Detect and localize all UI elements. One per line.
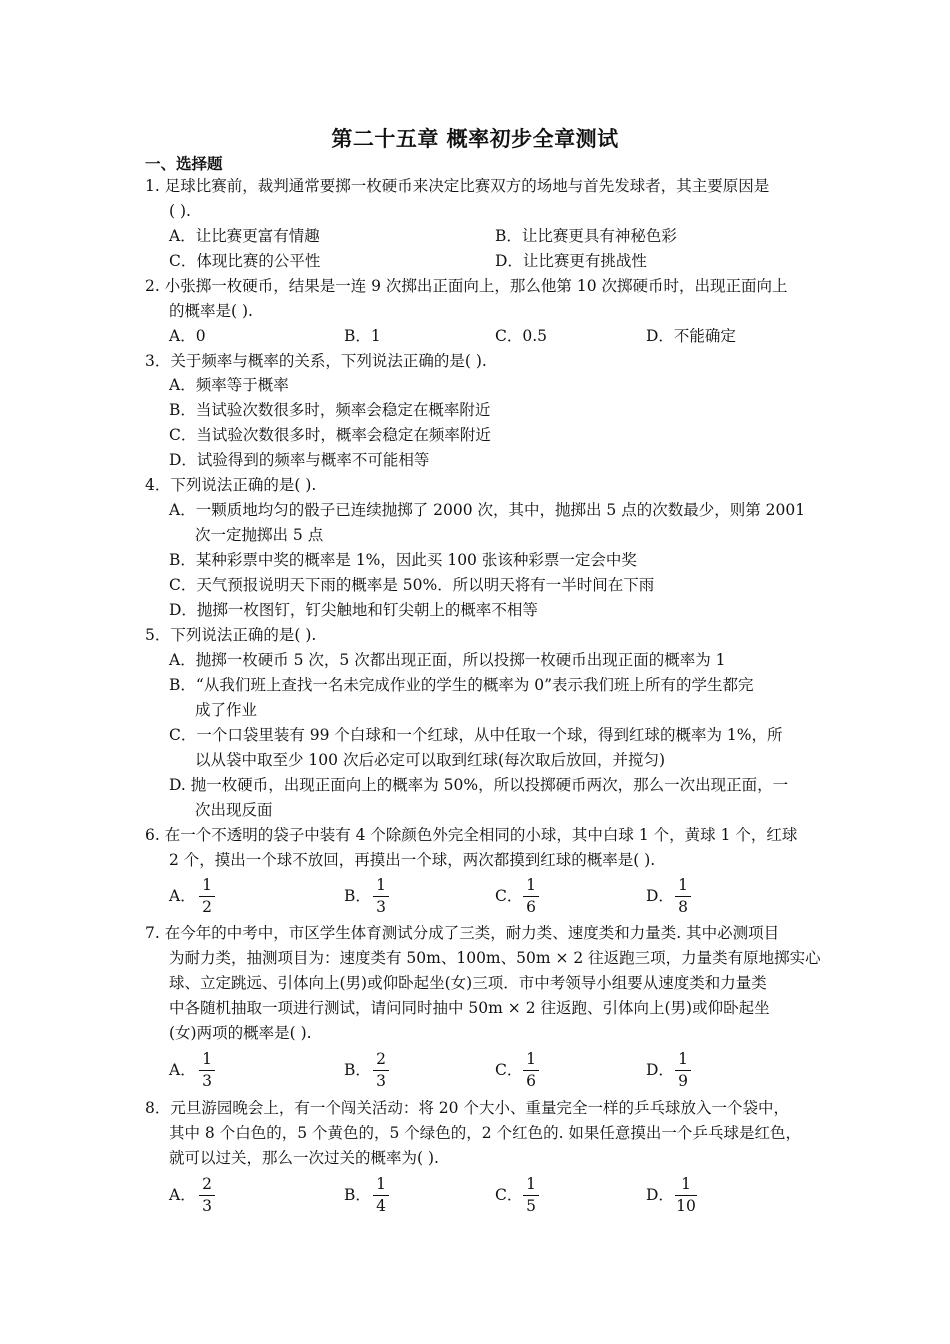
fraction-bar bbox=[523, 896, 539, 897]
option-label: A． bbox=[169, 1061, 196, 1079]
fraction bbox=[373, 1175, 389, 1216]
fraction-denominator: 3 bbox=[202, 1197, 212, 1215]
question-2-text-cont: 的概率是( ). bbox=[169, 302, 253, 320]
question-4-option-b: B．某种彩票中奖的概率是 1%，因此买 100 张该种彩票一定会中奖 bbox=[169, 551, 637, 569]
question-1-option-b: B．让比赛更具有神秘色彩 bbox=[495, 227, 677, 245]
option-label: B． bbox=[344, 1186, 371, 1204]
fraction-numerator: 1 bbox=[202, 876, 212, 894]
fraction-numerator: 1 bbox=[526, 876, 536, 894]
fraction-denominator: 2 bbox=[202, 898, 212, 916]
fraction-denominator: 8 bbox=[678, 898, 688, 916]
option-label: D． bbox=[646, 1061, 674, 1079]
fraction-bar bbox=[675, 896, 691, 897]
fraction bbox=[675, 876, 691, 917]
question-5-option-a: A．抛掷一枚硬币 5 次，5 次都出现正面，所以投掷一枚硬币出现正面的概率为 1 bbox=[169, 651, 726, 669]
fraction bbox=[523, 1050, 539, 1091]
question-8-text-cont-2: 就可以过关，那么一次过关的概率为( ). bbox=[169, 1149, 439, 1167]
page-title: 第二十五章 概率初步全章测试 bbox=[331, 126, 619, 151]
fraction-numerator: 2 bbox=[376, 1050, 386, 1068]
section-heading: 一、选择题 bbox=[145, 154, 223, 173]
option-label: A． bbox=[169, 887, 196, 905]
question-1-text-cont: ( ). bbox=[169, 202, 191, 220]
question-5-option-b: B．“从我们班上查找一名未完成作业的学生的概率为 0”表示我们班上所有的学生都完 bbox=[169, 676, 754, 694]
fraction bbox=[199, 1050, 215, 1091]
question-3-option-c: C．当试验次数很多时，概率会稳定在频率附近 bbox=[169, 426, 491, 444]
fraction bbox=[199, 876, 215, 917]
fraction-bar bbox=[523, 1070, 539, 1071]
question-8-text-cont-1: 其中 8 个白色的，5 个黄色的，5 个绿色的，2 个红色的. 如果任意摸出一个乒乓球是红色， bbox=[169, 1124, 801, 1142]
question-3-text: 3．关于频率与概率的关系，下列说法正确的是( ). bbox=[145, 352, 487, 370]
option-label: C． bbox=[495, 1186, 523, 1204]
question-2-option-d: D．不能确定 bbox=[646, 327, 736, 345]
question-5-option-b-cont: 成了作业 bbox=[195, 701, 258, 719]
fraction-numerator: 2 bbox=[202, 1175, 212, 1193]
question-1-option-c: C．体现比赛的公平性 bbox=[169, 252, 321, 270]
question-2-text: 2. 小张掷一枚硬币，结果是一连 9 次掷出正面向上，那么他第 10 次掷硬币时，出现正面向上 bbox=[145, 277, 788, 295]
question-1-option-a: A．让比赛更富有情趣 bbox=[169, 227, 320, 245]
question-7-text-cont-2: 球、立定跳远、引体向上(男)或仰卧起坐(女)三项．市中考领导小组要从速度类和力量类 bbox=[169, 974, 767, 992]
question-3-option-a: A．频率等于概率 bbox=[169, 376, 289, 394]
fraction-denominator: 3 bbox=[202, 1072, 212, 1090]
question-2-option-b: B．1 bbox=[344, 327, 381, 345]
fraction-denominator: 3 bbox=[376, 898, 386, 916]
question-2-option-c: C．0.5 bbox=[495, 327, 548, 345]
fraction-numerator: 1 bbox=[681, 1175, 691, 1193]
fraction-bar bbox=[199, 1195, 215, 1196]
option-label: B． bbox=[344, 887, 371, 905]
question-4-option-d: D．抛掷一枚图钉，钉尖触地和钉尖朝上的概率不相等 bbox=[169, 601, 538, 619]
option-label: D． bbox=[646, 1186, 674, 1204]
option-label: D． bbox=[646, 887, 674, 905]
fraction-numerator: 1 bbox=[376, 876, 386, 894]
question-7-text-cont-4: (女)两项的概率是( ). bbox=[169, 1024, 312, 1042]
fraction bbox=[523, 876, 539, 917]
fraction-denominator: 5 bbox=[526, 1197, 536, 1215]
question-5-option-d: D. 抛一枚硬币，出现正面向上的概率为 50%，所以投掷硬币两次，那么一次出现正面，一 bbox=[169, 776, 789, 794]
question-8-text: 8．元旦游园晚会上，有一个闯关活动：将 20 个大小、重量完全一样的乒乓球放入一个袋中， bbox=[145, 1099, 789, 1117]
fraction-denominator: 6 bbox=[526, 898, 536, 916]
question-3-option-d: D．试验得到的频率与概率不可能相等 bbox=[169, 451, 430, 469]
option-label: A． bbox=[169, 1186, 196, 1204]
question-4-option-c: C．天气预报说明天下雨的概率是 50%．所以明天将有一半时间在下雨 bbox=[169, 576, 655, 594]
fraction-numerator: 1 bbox=[202, 1050, 212, 1068]
question-4-text: 4．下列说法正确的是( ). bbox=[145, 476, 317, 494]
fraction-bar bbox=[373, 1070, 389, 1071]
fraction-numerator: 1 bbox=[526, 1050, 536, 1068]
fraction bbox=[373, 876, 389, 917]
question-2-option-a: A．0 bbox=[169, 327, 206, 345]
fraction-denominator: 6 bbox=[526, 1072, 536, 1090]
question-7-text: 7. 在今年的中考中，市区学生体育测试分成了三类，耐力类、速度类和力量类. 其中必测项目 bbox=[145, 924, 780, 942]
question-7-text-cont-3: 中各随机抽取一项进行测试，请问同时抽中 50m × 2 往返跑、引体向上(男)或仰卧起坐 bbox=[169, 999, 770, 1017]
fraction bbox=[675, 1175, 697, 1216]
fraction-denominator: 4 bbox=[376, 1197, 386, 1215]
fraction-denominator: 3 bbox=[376, 1072, 386, 1090]
fraction bbox=[373, 1050, 389, 1091]
question-6-text-cont: 2 个，摸出一个球不放回，再摸出一个球，两次都摸到红球的概率是( ). bbox=[169, 851, 656, 869]
question-5-option-c: C．一个口袋里装有 99 个白球和一个红球，从中任取一个球，得到红球的概率为 1%，所 bbox=[169, 726, 783, 744]
question-6-text: 6. 在一个不透明的袋子中装有 4 个除颜色外完全相同的小球，其中白球 1 个，黄球 1 个，红球 bbox=[145, 826, 798, 844]
question-5-option-c-cont: 以从袋中取至少 100 次后必定可以取到红球(每次取后放回，并搅匀) bbox=[195, 751, 666, 769]
fraction-denominator: 10 bbox=[676, 1197, 696, 1215]
option-label: B． bbox=[344, 1061, 371, 1079]
fraction-numerator: 1 bbox=[526, 1175, 536, 1193]
fraction bbox=[199, 1175, 215, 1216]
fraction-numerator: 1 bbox=[376, 1175, 386, 1193]
question-5-text: 5．下列说法正确的是( ). bbox=[145, 626, 317, 644]
question-4-option-a-cont: 次一定抛掷出 5 点 bbox=[195, 526, 324, 544]
fraction bbox=[523, 1175, 539, 1216]
question-1-text: 1. 足球比赛前，裁判通常要掷一枚硬币来决定比赛双方的场地与首先发球者，其主要原因是 bbox=[145, 177, 770, 195]
fraction-numerator: 1 bbox=[678, 876, 688, 894]
fraction-bar bbox=[675, 1070, 691, 1071]
question-5-option-d-cont: 次出现反面 bbox=[195, 801, 273, 819]
question-1-option-d: D．让比赛更有挑战性 bbox=[495, 252, 647, 270]
question-4-option-a: A．一颗质地均匀的骰子已连续抛掷了 2000 次，其中，抛掷出 5 点的次数最少，则第 2001 bbox=[169, 501, 806, 519]
option-label: C． bbox=[495, 1061, 523, 1079]
question-3-option-b: B．当试验次数很多时，频率会稳定在概率附近 bbox=[169, 401, 491, 419]
fraction-bar bbox=[373, 1195, 389, 1196]
question-7-text-cont-1: 为耐力类，抽测项目为：速度类有 50m、100m、50m × 2 往返跑三项，力量类有原地掷实心 bbox=[169, 949, 821, 967]
fraction bbox=[675, 1050, 691, 1091]
fraction-bar bbox=[523, 1195, 539, 1196]
option-label: C． bbox=[495, 887, 523, 905]
fraction-bar bbox=[199, 896, 215, 897]
fraction-numerator: 1 bbox=[678, 1050, 688, 1068]
fraction-bar bbox=[199, 1070, 215, 1071]
fraction-bar bbox=[373, 896, 389, 897]
fraction-bar bbox=[675, 1195, 697, 1196]
fraction-denominator: 9 bbox=[678, 1072, 688, 1090]
